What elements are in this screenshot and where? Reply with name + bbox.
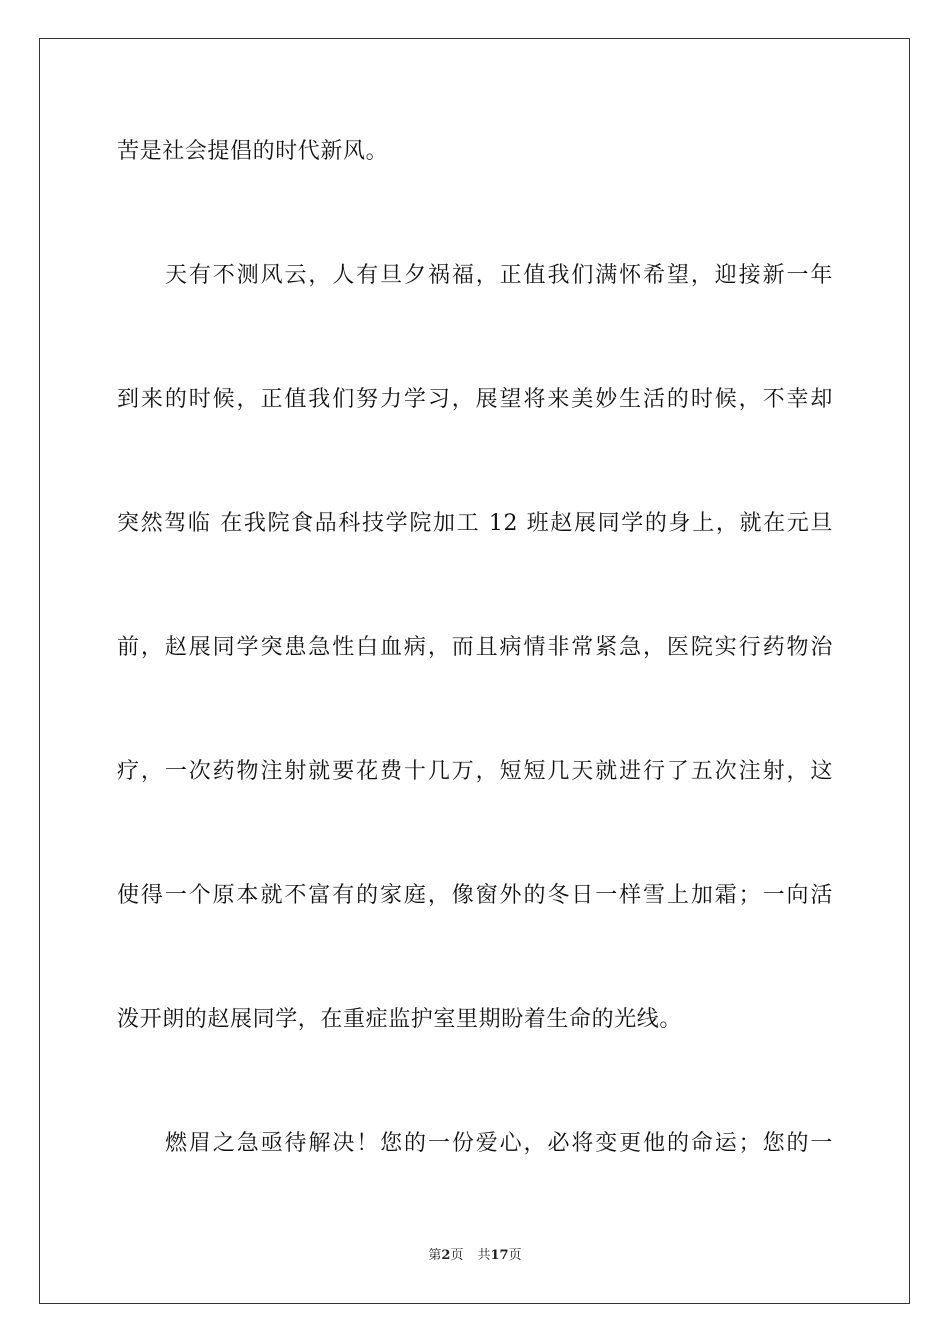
page-frame: [39, 38, 910, 1304]
footer-page-number: 2: [441, 1248, 451, 1263]
body-line-1: 苦是社会提倡的时代新风。: [117, 139, 389, 164]
body-line-9: 燃眉之急亟待解决！您的一份爱心，必将变更他的命运；您的一: [165, 1131, 833, 1156]
body-line-6: 疗，一次药物注射就要花费十几万，短短几天就进行了五次注射，这: [117, 759, 833, 784]
body-line-4: 突然驾临 在我院食品科技学院加工 12 班赵展同学的身上，就在元旦: [117, 511, 833, 536]
footer-page-prefix: 第: [428, 1248, 442, 1263]
body-line-2: 天有不测风云，人有旦夕祸福，正值我们满怀希望，迎接新一年: [165, 263, 833, 288]
footer-total-prefix: 共: [477, 1248, 491, 1263]
body-line-8: 泼开朗的赵展同学，在重症监护室里期盼着生命的光线。: [117, 1007, 683, 1032]
body-line-3: 到来的时候，正值我们努力学习，展望将来美妙生活的时候，不幸却: [117, 387, 833, 412]
page-footer: [0, 1247, 950, 1265]
footer-page-suffix: 页: [450, 1248, 464, 1263]
body-line-7: 使得一个原本就不富有的家庭，像窗外的冬日一样雪上加霜；一向活: [117, 883, 833, 908]
footer-total-pages: 17: [490, 1248, 509, 1263]
body-line-5: 前，赵展同学突患急性白血病，而且病情非常紧急，医院实行药物治: [117, 635, 833, 660]
footer-total-suffix: 页: [508, 1248, 522, 1263]
